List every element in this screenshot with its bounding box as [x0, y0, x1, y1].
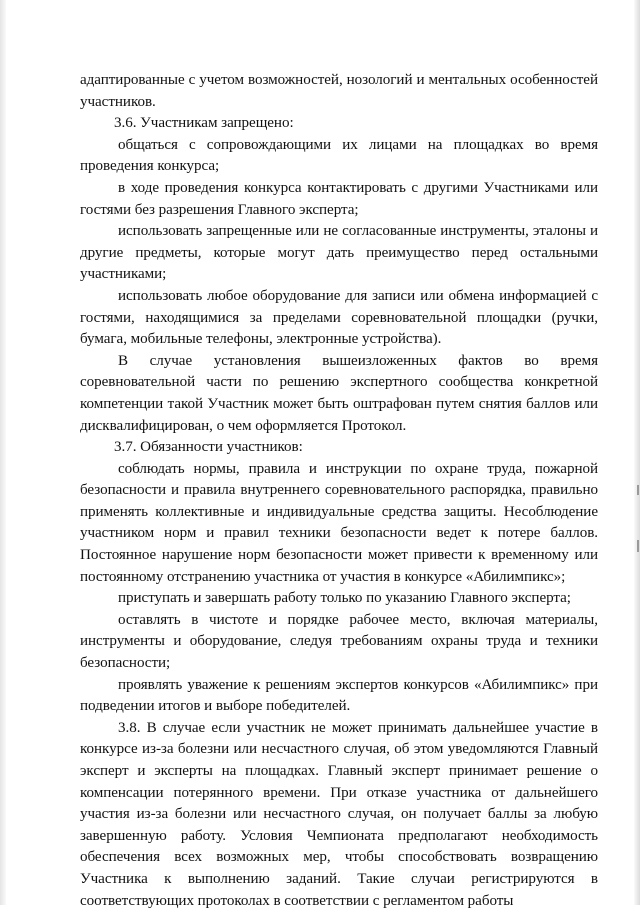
scan-right-edge — [634, 0, 640, 905]
section-heading-3-7: 3.7. Обязанности участников: — [114, 439, 303, 456]
paragraph: адаптированные с учетом возможностей, нозологий и ментальных особенностей участников. — [80, 72, 598, 110]
list-item: использовать любое оборудование для записи или обмена информацией с гостями, находящимися за пределами соревновательной площадки (ручки, бумага, мобильные телефоны, электронные устройства). — [80, 287, 598, 348]
list-item: использовать запрещенные или не согласованные инструменты, эталоны и другие предметы, которые могут дать преимущество перед остальными участниками; — [80, 223, 598, 283]
list-item: соблюдать нормы, правила и инструкции по охране труда, пожарной безопасности и правила внутреннего соревновательного распорядка, правильно применять коллективные и индивидуальные средства защиты. Несоблюдение участником норм и правил техники безопасности ведет к потере баллов. Постоянное нарушение норм безопасности может привести к временному или постоянному отстранению участника от участия в конкурсе «Абилимпикс»; — [80, 460, 598, 585]
document-page — [80, 70, 598, 912]
list-item: в ходе проведения конкурса контактировать с другими Участниками или гостями без разрешения Главного эксперта; — [80, 179, 598, 218]
list-item: проявлять уважение к решениям экспертов конкурсов «Абилимпикс» при подведении итогов и выборе победителей. — [80, 676, 598, 715]
section-paragraph-3-8: 3.8. В случае если участник не может принимать дальнейшее участие в конкурсе из-за болезни или несчастного случая, об этом уведомляются Главный эксперт и эксперты на площадках. Главный эксперт принимает решение о компенсации потерянного времени. При отказе участника от дальнейшего участия из-за болезни или несчастного случая, он получает баллы за любую завершенную работу. Условия Чемпионата предполагают необходимость обеспечения всех возможных мер, чтобы способствовать возвращению Участника к выполнению заданий. Такие случаи регистрируются в соответствующих протоколах в соответствии с регламентом работы — [80, 719, 598, 909]
scan-artifact-mark — [637, 485, 639, 495]
list-item: приступать и завершать работу только по указанию Главного эксперта; — [118, 590, 571, 607]
scan-artifact-mark — [637, 540, 639, 552]
section-heading-3-6: 3.6. Участникам запрещено: — [114, 115, 294, 132]
scan-left-edge — [0, 0, 6, 905]
list-item: оставлять в чистоте и порядке рабочее место, включая материалы, инструменты и оборудование, следуя требованиям охраны труда и техники безопасности; — [80, 611, 598, 672]
paragraph: В случае установления вышеизложенных фактов во время соревновательной части по решению экспертного сообщества конкретной компетенции такой Участник может быть оштрафован путем снятия баллов или дисквалифицирован, о чем оформляется Протокол. — [80, 352, 598, 434]
list-item: общаться с сопровождающими их лицами на площадках во время проведения конкурса; — [80, 136, 598, 175]
